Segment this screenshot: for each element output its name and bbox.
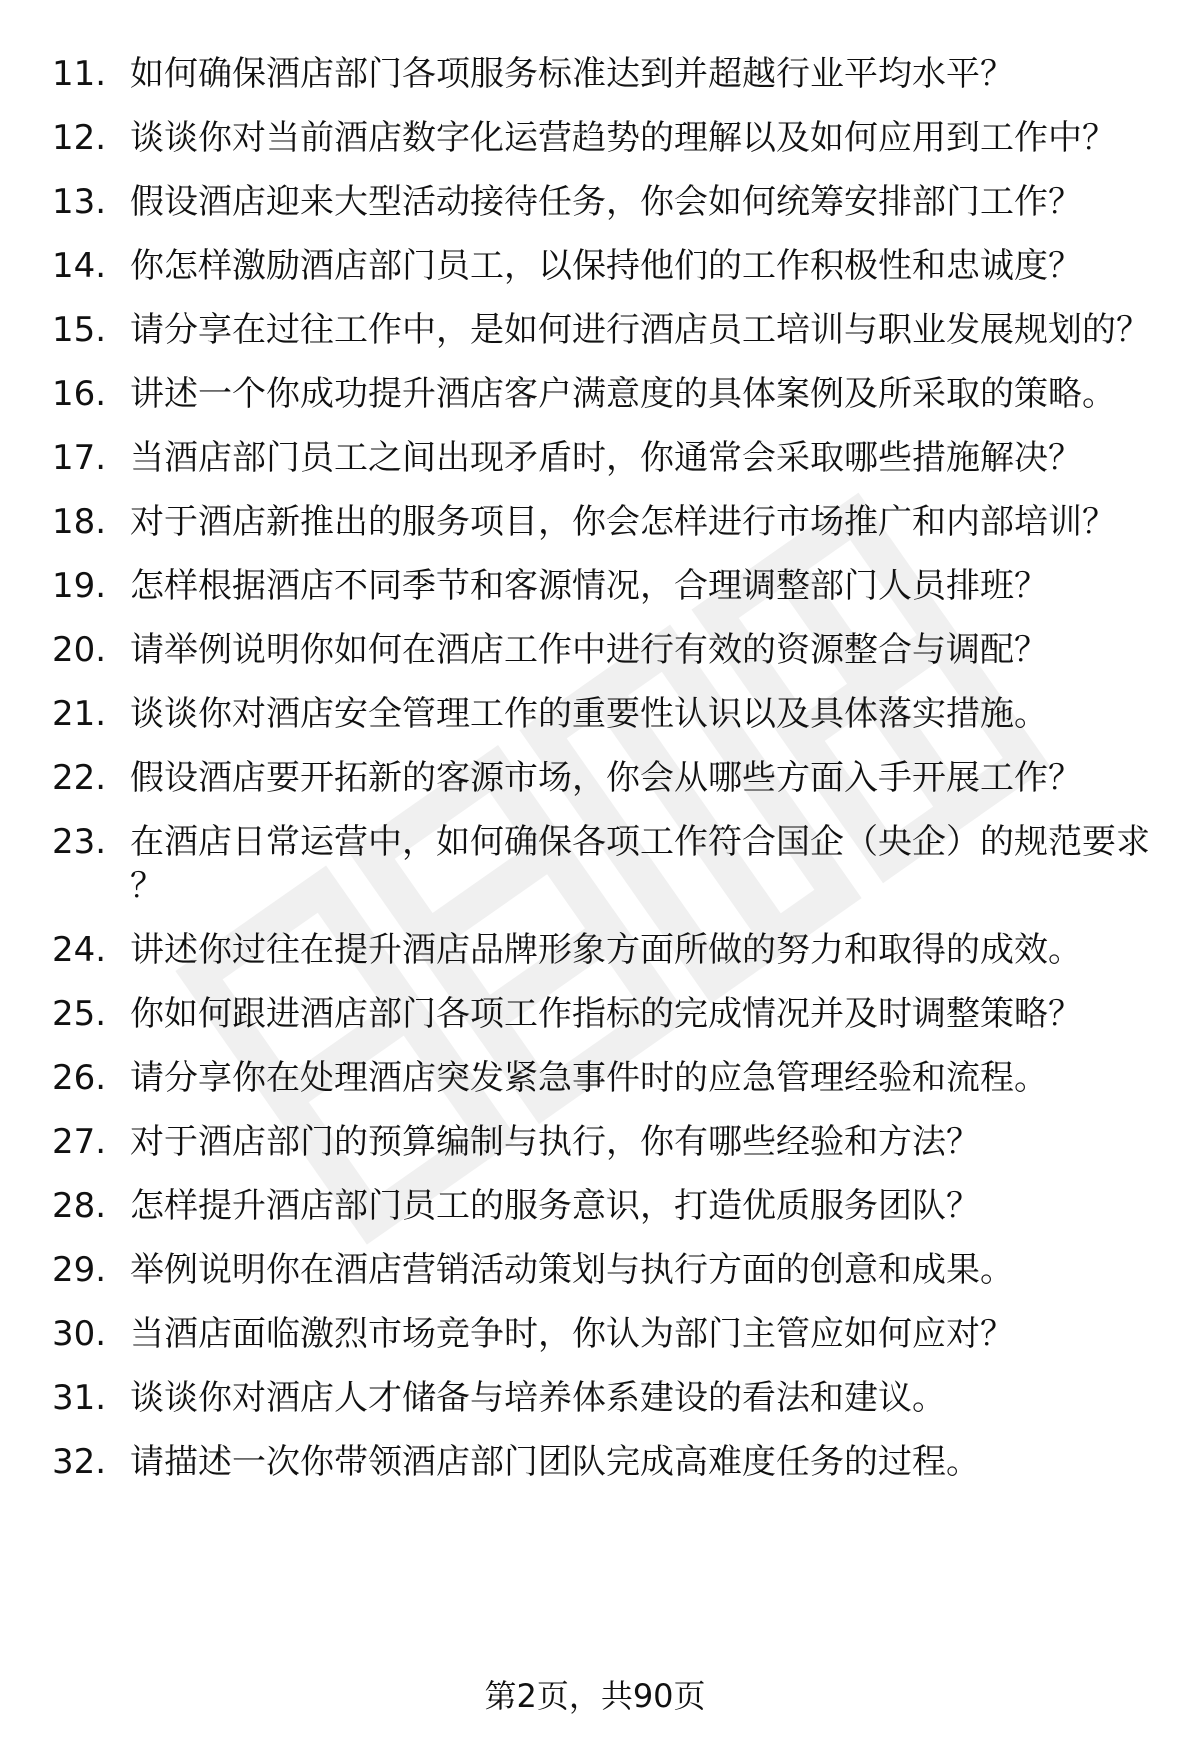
question-number: 17. <box>52 438 107 478</box>
question-number: 22. <box>52 758 107 798</box>
question-item <box>52 928 1152 972</box>
question-text: 对于酒店部门的预算编制与执行，你有哪些经验和方法？ <box>130 1122 980 1162</box>
question-text: 当酒店面临激烈市场竞争时，你认为部门主管应如何应对？ <box>130 1314 1014 1354</box>
question-item <box>52 116 1152 160</box>
question-number: 11. <box>52 54 107 94</box>
question-number: 26. <box>52 1058 107 1098</box>
question-text: 请举例说明你如何在酒店工作中进行有效的资源整合与调配？ <box>130 630 1048 670</box>
question-item <box>52 372 1152 416</box>
question-number: 21. <box>52 694 107 734</box>
question-text: 请分享你在处理酒店突发紧急事件时的应急管理经验和流程。 <box>130 1058 1048 1098</box>
question-text: 你怎样激励酒店部门员工，以保持他们的工作积极性和忠诚度？ <box>130 246 1082 286</box>
question-item <box>52 1120 1152 1164</box>
question-text: 当酒店部门员工之间出现矛盾时，你通常会采取哪些措施解决？ <box>130 438 1082 478</box>
question-item <box>52 628 1152 672</box>
question-item <box>52 436 1152 480</box>
question-text: 谈谈你对酒店安全管理工作的重要性认识以及具体落实措施。 <box>130 694 1048 734</box>
question-item <box>52 992 1152 1036</box>
page-number: 第2页，共90页 <box>484 1677 706 1715</box>
question-number: 32. <box>52 1442 107 1482</box>
question-item <box>52 756 1152 800</box>
question-text: 假设酒店迎来大型活动接待任务，你会如何统筹安排部门工作？ <box>130 182 1082 222</box>
question-item <box>52 1312 1152 1356</box>
question-item <box>52 820 1152 908</box>
question-item <box>52 500 1152 544</box>
question-text: 谈谈你对当前酒店数字化运营趋势的理解以及如何应用到工作中？ <box>130 118 1116 158</box>
question-text: 怎样提升酒店部门员工的服务意识，打造优质服务团队？ <box>130 1186 980 1226</box>
question-text: 怎样根据酒店不同季节和客源情况，合理调整部门人员排班？ <box>130 566 1048 606</box>
question-item <box>52 1184 1152 1228</box>
question-item <box>52 564 1152 608</box>
question-item <box>52 308 1152 352</box>
question-number: 20. <box>52 630 107 670</box>
question-number: 23. <box>52 822 107 862</box>
question-item <box>52 1056 1152 1100</box>
question-text: 谈谈你对酒店人才储备与培养体系建设的看法和建议。 <box>130 1378 946 1418</box>
question-number: 31. <box>52 1378 107 1418</box>
question-number: 12. <box>52 118 107 158</box>
question-item <box>52 1248 1152 1292</box>
question-item <box>52 692 1152 736</box>
question-number: 18. <box>52 502 107 542</box>
question-item <box>52 244 1152 288</box>
question-item <box>52 1376 1152 1420</box>
question-number: 25. <box>52 994 107 1034</box>
question-item <box>52 1440 1152 1484</box>
question-text: 举例说明你在酒店营销活动策划与执行方面的创意和成果。 <box>130 1250 1014 1290</box>
question-number: 15. <box>52 310 107 350</box>
question-item <box>52 180 1152 224</box>
question-text: 在酒店日常运营中，如何确保各项工作符合国企（央企）的规范要求？ <box>130 822 1150 906</box>
question-number: 14. <box>52 246 107 286</box>
question-text: 如何确保酒店部门各项服务标准达到并超越行业平均水平？ <box>130 54 1014 94</box>
question-number: 19. <box>52 566 107 606</box>
question-number: 24. <box>52 930 107 970</box>
question-number: 29. <box>52 1250 107 1290</box>
question-number: 30. <box>52 1314 107 1354</box>
question-text: 你如何跟进酒店部门各项工作指标的完成情况并及时调整策略？ <box>130 994 1082 1034</box>
question-text: 讲述你过往在提升酒店品牌形象方面所做的努力和取得的成效。 <box>130 930 1082 970</box>
question-text: 对于酒店新推出的服务项目，你会怎样进行市场推广和内部培训？ <box>130 502 1116 542</box>
question-text: 请分享在过往工作中，是如何进行酒店员工培训与职业发展规划的？ <box>130 310 1150 350</box>
question-text: 请描述一次你带领酒店部门团队完成高难度任务的过程。 <box>130 1442 980 1482</box>
question-list <box>52 52 1152 1504</box>
question-text: 假设酒店要开拓新的客源市场，你会从哪些方面入手开展工作？ <box>130 758 1082 798</box>
question-number: 28. <box>52 1186 107 1226</box>
question-number: 16. <box>52 374 107 414</box>
question-number: 27. <box>52 1122 107 1162</box>
question-text: 讲述一个你成功提升酒店客户满意度的具体案例及所采取的策略。 <box>130 374 1116 414</box>
question-number: 13. <box>52 182 107 222</box>
question-item <box>52 52 1152 96</box>
